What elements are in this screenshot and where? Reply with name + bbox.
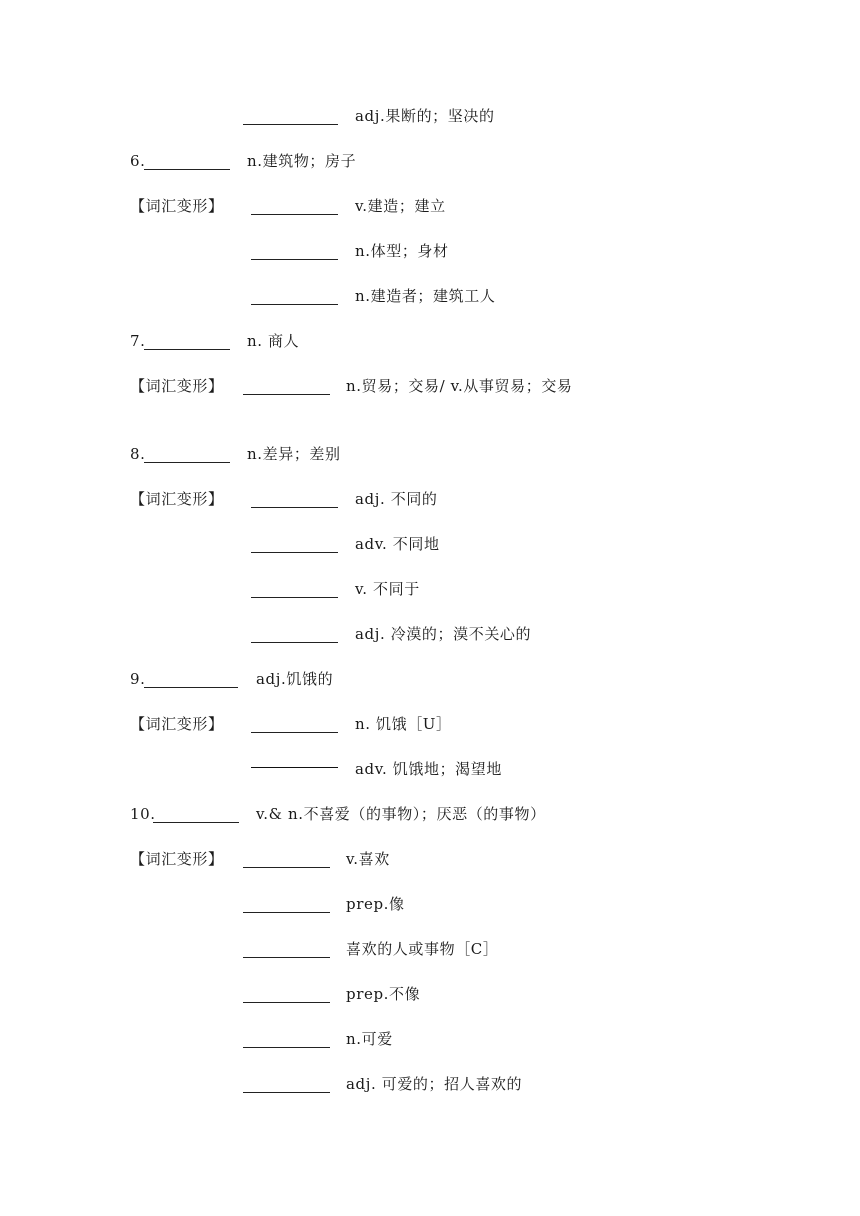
- word-forms-label: 【词汇变形】: [130, 715, 224, 733]
- definition: adv. 饥饿地；渴望地: [355, 760, 502, 778]
- definition: adj. 不同的: [355, 490, 438, 508]
- answer-blank[interactable]: [243, 957, 330, 958]
- answer-blank[interactable]: [243, 394, 330, 395]
- definition: adv. 不同地: [355, 535, 440, 553]
- answer-blank[interactable]: [243, 124, 338, 125]
- answer-blank[interactable]: [251, 259, 338, 260]
- item-number: 8.: [130, 445, 146, 463]
- answer-blank[interactable]: [153, 822, 239, 823]
- item-number: 9.: [130, 670, 146, 688]
- word-forms-label: 【词汇变形】: [130, 377, 224, 395]
- answer-blank[interactable]: [251, 732, 338, 733]
- definition: n.体型；身材: [355, 242, 449, 260]
- definition: n.建造者；建筑工人: [355, 287, 496, 305]
- definition: adj.果断的；坚决的: [355, 107, 495, 125]
- definition: n.贸易；交易/ v.从事贸易；交易: [346, 377, 573, 395]
- answer-blank[interactable]: [251, 597, 338, 598]
- word-forms-label: 【词汇变形】: [130, 197, 224, 215]
- answer-blank[interactable]: [251, 642, 338, 643]
- definition: n.差异；差别: [247, 445, 341, 463]
- word-forms-label: 【词汇变形】: [130, 490, 224, 508]
- definition: 喜欢的人或事物［C］: [346, 940, 499, 958]
- answer-blank[interactable]: [243, 867, 330, 868]
- definition: v.& n.不喜爱（的事物）；厌恶（的事物）: [256, 805, 546, 823]
- answer-blank[interactable]: [144, 349, 230, 350]
- definition: adj.饥饿的: [256, 670, 334, 688]
- answer-blank[interactable]: [243, 1047, 330, 1048]
- answer-blank[interactable]: [144, 687, 238, 688]
- answer-blank[interactable]: [243, 1002, 330, 1003]
- definition: n.建筑物；房子: [247, 152, 357, 170]
- item-number: 10.: [130, 805, 156, 823]
- answer-blank[interactable]: [251, 214, 338, 215]
- answer-blank[interactable]: [144, 169, 230, 170]
- answer-blank[interactable]: [251, 304, 338, 305]
- definition: prep.像: [346, 895, 405, 913]
- answer-blank[interactable]: [144, 462, 230, 463]
- answer-blank[interactable]: [243, 1092, 330, 1093]
- definition: adj. 可爱的；招人喜欢的: [346, 1075, 523, 1093]
- answer-blank[interactable]: [251, 507, 338, 508]
- definition: adj. 冷漠的；漠不关心的: [355, 625, 532, 643]
- answer-blank[interactable]: [251, 552, 338, 553]
- definition: v.建造；建立: [355, 197, 446, 215]
- definition: n.可爱: [346, 1030, 393, 1048]
- definition: n. 饥饿［U］: [355, 715, 452, 733]
- answer-blank[interactable]: [243, 912, 330, 913]
- definition: n. 商人: [247, 332, 300, 350]
- word-forms-label: 【词汇变形】: [130, 850, 224, 868]
- definition: v. 不同于: [355, 580, 420, 598]
- definition: prep.不像: [346, 985, 421, 1003]
- item-number: 6.: [130, 152, 146, 170]
- item-number: 7.: [130, 332, 146, 350]
- answer-blank[interactable]: [251, 767, 338, 768]
- definition: v.喜欢: [346, 850, 390, 868]
